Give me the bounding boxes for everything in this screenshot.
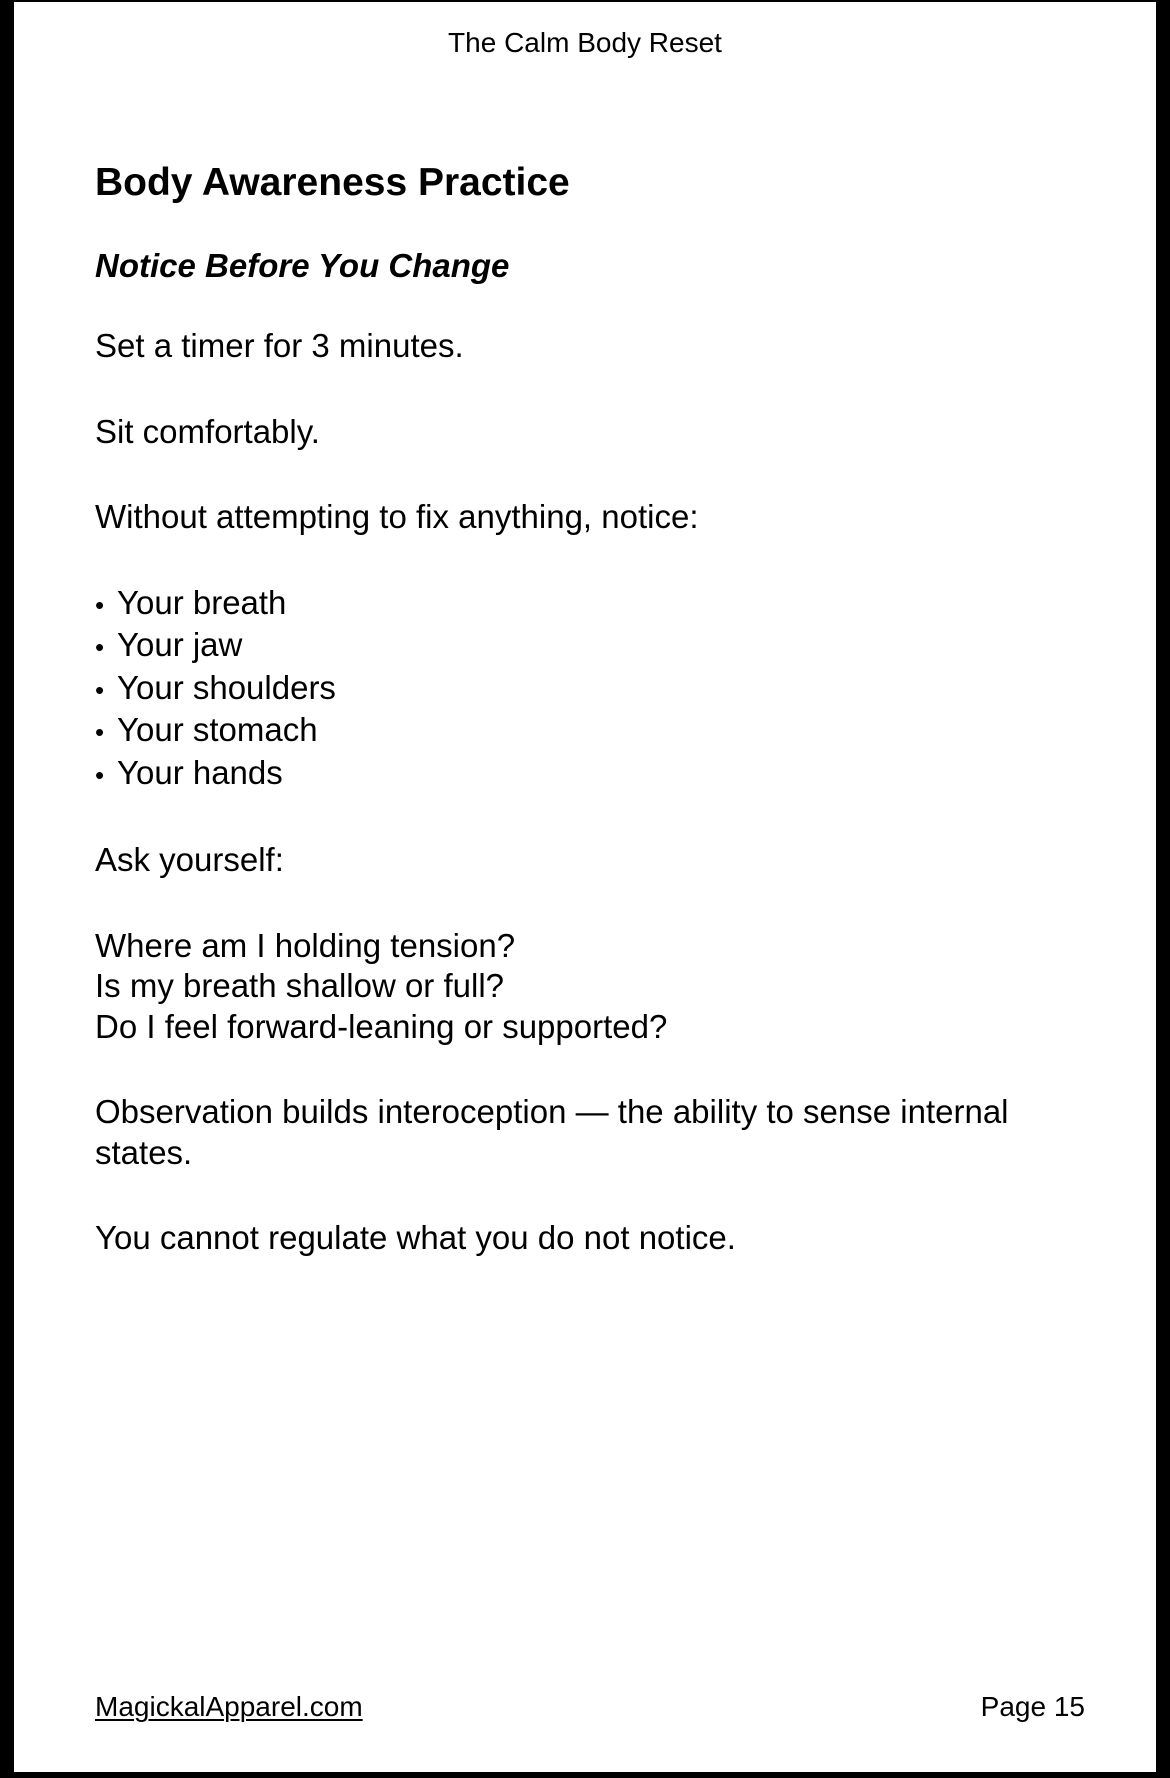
bullet-icon: • xyxy=(95,632,105,662)
section-title: Body Awareness Practice xyxy=(95,161,570,204)
instruction-sit: Sit comfortably. xyxy=(95,412,320,450)
question-line: Do I feel forward-leaning or supported? xyxy=(95,1007,668,1045)
bullet-icon: • xyxy=(95,589,105,620)
question-block xyxy=(95,926,1085,1048)
list-item: • Your stomach xyxy=(95,710,1085,753)
section-subtitle: Notice Before You Change xyxy=(95,247,510,284)
list-item: • Your breath xyxy=(95,583,1085,626)
instruction-timer: Set a timer for 3 minutes. xyxy=(95,327,464,364)
running-header: The Calm Body Reset xyxy=(448,27,722,58)
list-item: • Your shoulders xyxy=(95,668,1085,711)
document-page xyxy=(14,2,1156,1772)
website-link[interactable]: MagickalApparel.com xyxy=(95,1691,363,1722)
observation-text: Observation builds interoception — the ability to sense internal states. xyxy=(95,1093,1009,1171)
list-item: • Your jaw xyxy=(95,625,1085,668)
instruction-notice: Without attempting to fix anything, notice: xyxy=(95,498,699,535)
notice-list xyxy=(95,583,1085,796)
bullet-icon: • xyxy=(95,759,105,790)
ask-prompt: Ask yourself: xyxy=(95,841,284,878)
list-item: • Your hands xyxy=(95,753,1085,796)
bullet-icon: • xyxy=(95,717,105,747)
question-line: Where am I holding tension? xyxy=(95,926,516,964)
question-line: Is my breath shallow or full? xyxy=(95,967,505,1004)
bullet-icon: • xyxy=(95,674,105,705)
page-content xyxy=(95,160,1085,1259)
page-number: Page 15 xyxy=(980,1691,1085,1722)
closing-text: You cannot regulate what you do not notice. xyxy=(95,1219,736,1256)
